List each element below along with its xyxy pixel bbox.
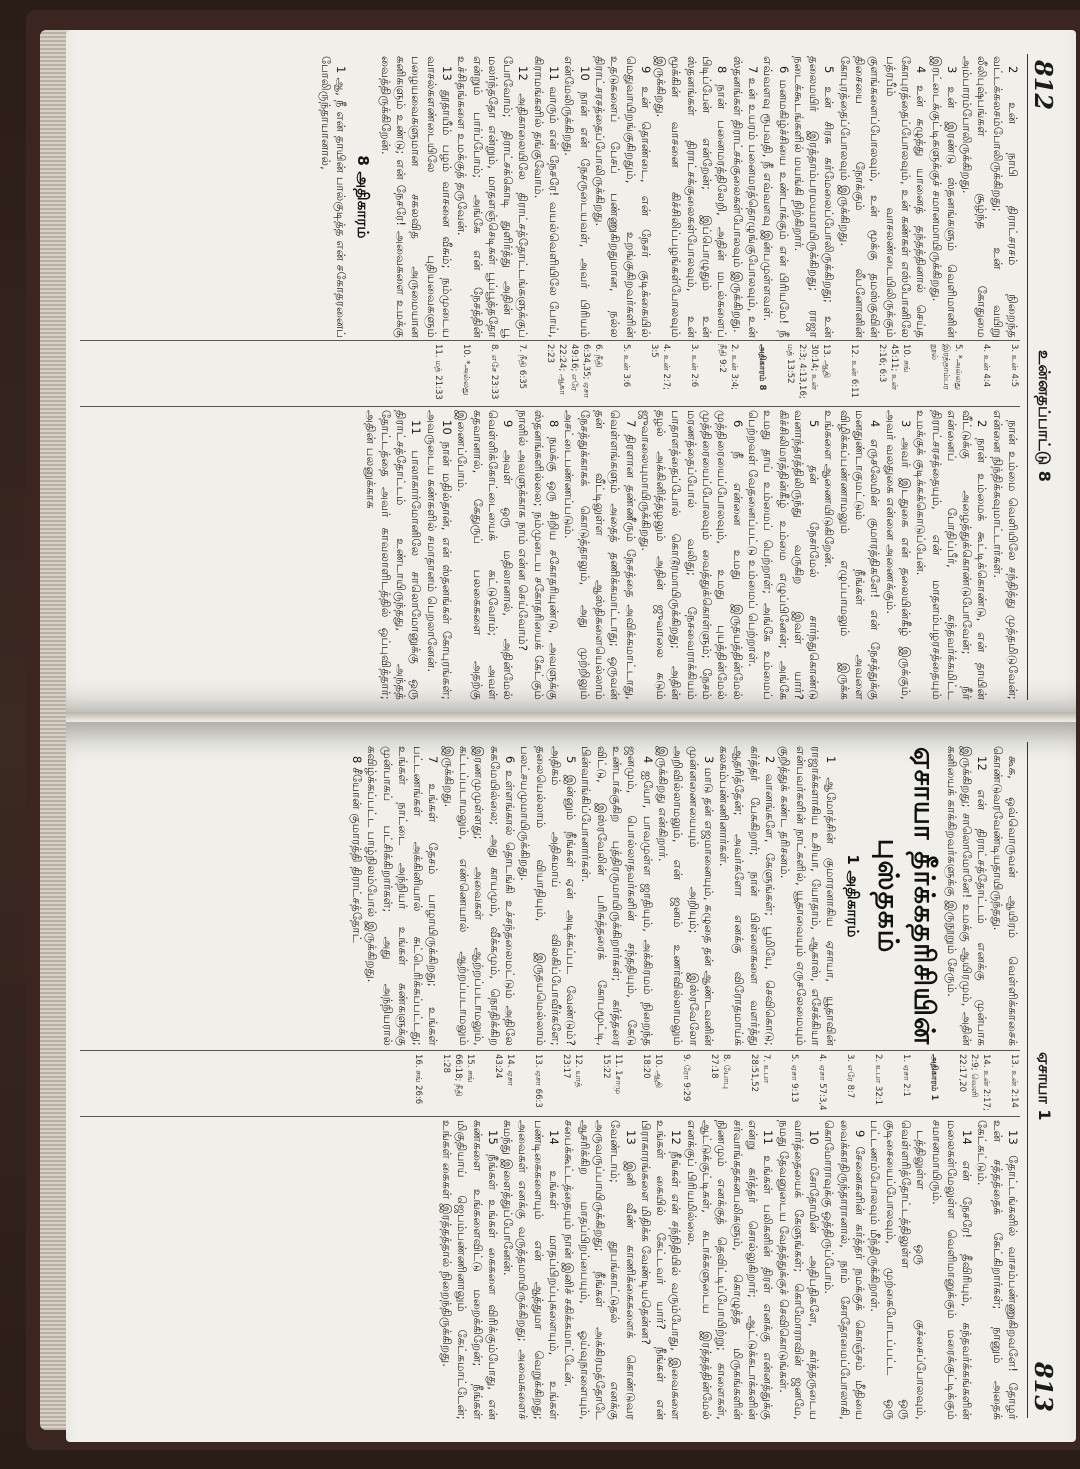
- cross-reference: 10. சங் 45:11; உன் 2:16; 6:3: [877, 344, 911, 391]
- verse: 12 நீங்கள் என் சந்நிதியில் வரும்போது, இவைகளை உங்கள் கையில் கேட்டவர் யார்? நீங்கள் என் பிராகாரங்களை மிதிக்க வேண்டியதென்ன?: [638, 1120, 684, 1420]
- verse: 1 ஆமோத்சின் குமாரனாகிய ஏசாயா, யூதாவின் ராஜாக்களாகிய உசியா, யோதாம், ஆகாஸ், எசேக்கியா என்பவர்களின் நாட்களில், யூதாவையும் எருசலேமையும் குறித்துக் கண்ட தரிசனம்.: [778, 746, 839, 1046]
- cross-reference: 3. உன் 2:6: [689, 344, 699, 388]
- cross-reference: 13. ஏசா 66:3: [533, 1054, 543, 1108]
- cross-reference: 13. உன் 2:14: [1009, 1054, 1019, 1108]
- running-head: ஏசாயா 1: [1035, 1052, 1054, 1121]
- cross-reference: 11. 1சாமு 15:22: [601, 1054, 623, 1095]
- verse: 13 தூதாயீம் பழம் வாசனை வீசும்; நம்முடைய வாசல்களண்டையிலே புதியவைகளும் பழையவைகளுமான சகலவித அருமையான கனிகளும் உண்டு; என் நேசரே! அவைகளை உமக்கு வைத்திருக்கிறேன்.: [378, 56, 455, 338]
- verse: 3 அவர் இடதுகை என் தலையின்கீழ் இருக்கும், அவர் வலதுகை என்னை அணைக்கும்.: [883, 410, 913, 700]
- cross-reference: அதிகாரம் 1: [929, 1054, 939, 1101]
- cross-reference: 3. உன் 4:5: [1009, 344, 1019, 388]
- reference-column: [80, 344, 1020, 402]
- cross-reference: 7. நீதி 6:35: [517, 344, 527, 390]
- verse: 13 தோட்டங்களில் வாசம்பண்ணுகிறவளே! தோழர் உன் சத்தத்தைக் கேட்கிறார்கள்; நானும் அதைக் கேட்கட்டும்.: [975, 1120, 1020, 1420]
- column-rule: [80, 340, 1020, 341]
- verse: 13 இனி வீண் காணிக்கைகளைக் கொண்டுவர வேண்டாம்; தூபங்காட்டுதல் எனக்கு அருவருப்பாயிருக்கிறது; நீங்கள் அக்கிரமத்தோடே ஆசரிக்கிற மாதப்பிறப்பையும், ஓய்வுநாளையும், சபைக்கூட்டத்தையும் நான் இனிச் சகிக்கமாட்டேன்.: [562, 1120, 638, 1420]
- verse: 5 இன்னும் நீங்கள் ஏன் அடிக்கப்பட வேண்டும்? அதிகம் அதிகமாய் விலகிப்போவீர்களே; தலையெல்லாம் வியாதியும், இருதயமெல்லாம் பலட்சயமுமாயிருக்கிறது.: [518, 746, 579, 1046]
- verse: 2 வானங்களே, கேளுங்கள்; பூமியே, செவிகொடு; கர்த்தர் பேசுகிறார்; நான் பிள்ளைகளை வளர்த்து ஆதரித்தேன்; அவர்களோ எனக்கு விரோதமாய்க் கலகம்பண்ணினார்கள்.: [717, 746, 778, 1046]
- page-number: 812: [1029, 60, 1058, 111]
- verse: கூக, ஒவ்வொருவன் ஆயிரம் வெள்ளிக்காசைக் கொண்டுவரவேண்டியதாயிருந்தது.: [990, 746, 1020, 1046]
- verse: 3 உன் இரண்டு ஸ்தனங்களும் வெளிமானின் இரட்டைக்குட்டிகளுக்குச் சமானமாயிருக்கிறது.: [929, 56, 959, 338]
- verse: 12 அதிகாலையிலே திராட்சத்தோட்டங்களுக்குப் போவோம்; திராட்சக்கொடி துளிர்த்து அதின் பூ மலர்ந்ததோ என்றும், மாதளஞ்செடிகள் பூப்பூத்ததோ என்றும் பார்ப்போம்; அங்கே என் நேசத்தின் உச்சிதங்களை உமக்குத் தருவேன்.: [455, 56, 531, 338]
- chapter-heading: 8 அதிகாரம்: [353, 155, 372, 239]
- verse: 7 உங்கள் தேசம் பாழாயிருக்கிறது; உங்கள் பட்டணங்கள் அக்கினியால் சுட்டெரிக்கப்பட்டது; உங்கள் நாட்டை அந்நியர் உங்கள் கண்களுக்கு முன்பாகப் பட்சிக்கிறார்கள்; அது அந்நியரால் கவிழ்க்கப்பட்ட பாழ்நிலம்போல் இருக்கிறது.: [365, 746, 441, 1046]
- cross-reference: 5. *அல்லது இரத்தாம்பர நூல்: [929, 344, 963, 390]
- verse: 8 நான் பனைமரத்திலேறி, அதின் மடல்களைப் பிடிப்பேன் என்றேன்; இப்பொழுதும் உன் ஸ்தனங்கள் திராட்சக்குலைகள்போலவும், உன் மூக்கின் வாசனை கிச்சிலிப்பழங்கள்போலவும் இருக்கிறது.: [654, 56, 730, 338]
- cross-reference: 9. ரோ 9:29: [681, 1054, 691, 1102]
- verse: 6 மனமகிழ்ச்சியை உண்டாக்கும் என் பிரியமே! நீ எவ்வளவு ரூபவதி, நீ எவ்வளவு இன்பமுள்ளவள்.: [761, 56, 791, 338]
- chapter-heading: 1 அதிகாரம்: [843, 854, 862, 938]
- cross-reference: 12. யாத் 23:17: [561, 1054, 583, 1088]
- verse: 9 உன் தொண்டை, என் நேசர் குடிக்கையில் மெதுவாயிறங்குகிறதும், உறங்குகிறவர்களின் உதடுகளைப் பேசப் பண்ணுகிறதுமான, நல்ல திராட்சரசத்தைப்போலிருக்கிறது.: [592, 56, 653, 338]
- reference-column: [80, 1054, 1020, 1112]
- column-rule: [80, 406, 1020, 407]
- verse: 3 மாடு தன் எஜமானையும், கழுதை தன் ஆண்டவனின் முன்னணையையும் அறியும்; இஸ்ரவேலோ அறிவில்லாமலும், என் ஜனம் உணர்வில்லாமலும் இருக்கிறது என்கிறார்.: [655, 746, 716, 1046]
- column-rule: [80, 1050, 1020, 1051]
- verse: 10 நான் என் நேசருடையவள், அவர் பிரியம் என்மேலிருக்கிறது.: [562, 56, 592, 338]
- cross-reference: 4. உன் 4:4: [981, 344, 991, 388]
- cross-reference: 14. உன் 2:17; 2:9; வெளி 22:17,20: [957, 1054, 991, 1111]
- verse: 14 உங்கள் மாதப்பிறப்புகளையும், உங்கள் பண்டிகைகளையும் என் ஆத்துமா வெறுக்கிறது; அவைகள் எனக்கு வருத்தமாயிருக்கிறது; அவைகளைச் சுமந்து இளைத்துப்போனேன்.: [501, 1120, 562, 1420]
- cross-reference: 7. உபா 28:51,52: [749, 1054, 771, 1093]
- cross-reference: 4. உன் 2:7; 3:5: [649, 344, 671, 391]
- cross-reference: 14. ஏசா 43:24: [493, 1054, 515, 1086]
- cross-reference: 15. சங் 66:18; நீதி 1:28: [441, 1054, 475, 1097]
- verse: 2 உன் நாபி திராட்சரசம் நிறைந்த வட்டக்கலசம்போலிருக்கிறது; உன் வயிறு லீலிபுஷ்பங்கள் சூழ்ந்த கோதுமை அம்பாரம்போலிருக்கிறது.: [960, 56, 1020, 338]
- verse: 8 நமக்கு ஒரு சிறிய சகோதரியுண்டு, அவளுக்கு ஸ்தனங்களில்லை; நம்முடைய சகோதரியைக் கேட்கும் நாளில் அவளுக்காக நாம் என்ன செய்வோம்?: [516, 410, 562, 700]
- column-rule: [80, 1116, 1020, 1117]
- verse: 9 அவள் ஒரு மதிலானால், அதின்மேல் வெள்ளிக்கோட்டையைக் கட்டுவோம்; அவள் கதவானால், கேதுருப் பலகைகளை அதற்கு இணைப்போம்.: [455, 410, 516, 700]
- text-column-1: [80, 56, 1020, 338]
- text-column-2: [80, 1120, 1020, 1420]
- cross-reference: 10. *அல்லது: [461, 344, 471, 396]
- cross-reference: 5. உன் 3:6: [621, 344, 631, 388]
- verse: 5 உன் சிரசு கர்மேலைப்போலிருக்கிறது; உன் தலைமயிர் இரத்தாம்பரமயமாயிருக்கிறது; ராஜா நடைக்கூடங்களில் மயங்கி நிற்கிறார்.: [791, 56, 837, 338]
- verse: 14 என் நேசரே! தீவிரியும், கந்தவர்க்கங்களின் மலைகள்மேலுள்ள வெளிமானுக்கும் மரைக்குட்டிக்கும் சமானமாயிரும்.: [929, 1120, 975, 1420]
- verse: 2 நான் உம்மைக் கூட்டிக்கொண்டு, என் தாயின் வீட்டுக்கு அழைத்துக்கொண்டுபோவேன்; நீர் என்னைப் போதிப்பீர், கந்தவர்க்கமிட்ட திராட்சரசத்தையும், என் மாதளம்பழரசத்தையும் உமக்குக் குடிக்கக்கொடுப்பேன்.: [914, 410, 990, 700]
- text-column-1: [80, 746, 1020, 1046]
- right-page: [66, 722, 1076, 1442]
- cross-reference: 1. ஏசா 2:1: [901, 1054, 911, 1097]
- verse: 7 உன் உயரம் பனைமரத்தொழுங்குபோலவும், உன் ஸ்தனங்கள் திராட்சக்குலைகள்போலவும் இருக்கிறது.: [730, 56, 760, 338]
- text-column-2: [80, 410, 1020, 700]
- header-rule: [1027, 742, 1028, 1418]
- verse: 4 உன் கழுத்து யானைத் தந்தத்தினால் செய்த கோபுரத்தைப்போலவும், உன் கண்கள் எஸ்போனிலே பத்ரபீம் வாசலண்டையிலிருக்கும் குளங்களைப்போலவும், உன் மூக்கு தமஸ்குவின் திசையை நோக்கும் லீபனோனின் கோபுரத்தைப்போலவும் இருக்கிறது.: [837, 56, 929, 338]
- verse: 11 வாரும் என் நேசரே! வயல்வெளியிலே போய், கிராமங்களில் தங்குவோம்.: [531, 56, 562, 338]
- verse: 7 திரளான தண்ணீரும் நேசத்தை அவிக்கமாட்டாது, வெள்ளங்களும் அதைத் தணிக்கமாட்டாது; ஒருவன் தன் வீட்டிலுள்ள ஆஸ்திகளையெல்லாம் நேசத்துக்காகக் கொடுத்தாலும், அது முற்றிலும் அசட்டைபண்ணப்படும்.: [562, 410, 638, 700]
- cross-reference: 6. நீதி 6:34,35; ஏசா 49:16; எரே 22:24; ஆகா 2:23: [545, 344, 603, 398]
- cross-reference: 2. உபா 32:1: [873, 1054, 883, 1106]
- running-head: உன்னதப்பாட்டு 8: [1035, 350, 1054, 482]
- verse: டத்திலுள்ள ஒரு குச்சைப்போலவும், வெள்ளரித்தோட்டத்திலுள்ள ஒரு குடிசையைப்போலவும், முற்கைபோடப்பட்ட ஒரு பட்டணம்போலவும் மீந்திருக்கிறாள்.: [868, 1120, 929, 1420]
- left-page: [66, 30, 1076, 720]
- verse: 12 என் திராட்சத்தோட்டம் எனக்கு முன்பாக இருக்கிறது; சாலொமோனே! உமக்கு ஆயிரமும், அதின் கனியைக் காக்கிறவர்களுக்கு இருநூறும் சேரும்.: [944, 746, 990, 1046]
- cross-reference: 10. ஆதி 18:20: [641, 1054, 663, 1088]
- verse: 8 சீயோன் குமாரத்தி திராட்சத்தோட்: [350, 756, 365, 944]
- cross-reference: 2. உன் 3:4; நீதி 9:2: [717, 344, 739, 391]
- cross-reference: 11. மத் 21:33: [433, 344, 443, 400]
- cross-reference: 4. ஏசா 57:3,4: [817, 1054, 827, 1111]
- cross-reference: அதிகாரம் 8: [757, 344, 767, 391]
- cross-reference: 5. ஏசா 9:13: [789, 1054, 799, 1103]
- verse: 15 நீங்கள் உங்கள் கைகளை விரிக்கும்போது, என் கண்களை உங்களைவிட்டு மறைக்கிறேன்; நீங்கள் மிகுதியாய் ஜெபம்பண்ணினாலும் கேட்கமாட்டேன்; உங்கள் கைகள் இரத்தத்தால் நிறைந்திருக்கிறது.: [440, 1120, 500, 1420]
- book-title: ஏசாயா தீர்க்கதரிசியின் புஸ்தகம்: [871, 746, 941, 1046]
- verse: 6 நீ என்னை உமது இருதயத்தின்மேல் முத்திரையைப்போலவும், உமது புயத்தின்மேல் முத்திரையைப்போலவும் வைத்துக்கொள்ளும்; நேசம் மரணத்தைப்போல் வலிது; நேசவைராக்கியம் பாதாளத்தைப்போல் கொடூரமாயிருக்கிறது; அதின் தழல் அக்கினித்தழலும் அதின் ஜுவாலை கடும் ஜுவாலையுமாயிருக்கிறது.: [638, 410, 745, 700]
- verse: 1 ஆ, நீ என் தாயின் பால்குடித்த என் சகோதரனைப் போலிருந்தாயானால்,: [318, 56, 349, 338]
- verse: 11 பாலாகார்மோனிலே சாலொமோனுக்கு ஒரு திராட்சத்தோட்டம் உண்டாயிருந்தது, அந்தத் தோட்டத்தை அவர் காவலாளிடத்தில் ஒப்புவித்தார்; அதின் பலனுக்காக: [363, 410, 424, 700]
- cross-reference: 12. உன் 6:11: [849, 344, 859, 398]
- cross-reference: 8. யோபு 27:18: [709, 1054, 731, 1089]
- verse: 10 நான் மதில்தான், என் ஸ்தனங்கள் கோபுரங்கள்; அவருடைய கண்களில் சமாதானம் பெறலானேன்.: [424, 410, 455, 700]
- verse: 10 சோதோமின் அதிபதிகளே, கர்த்தருடைய வார்த்தையைக் கேளுங்கள்; கொமோராவின் ஜனமே, நமது தேவனுடைய வேதத்துக்குச் செவிகொடுங்கள்.: [776, 1120, 822, 1420]
- verse: 5 தன் நேசர்மேல் சார்ந்துகொண்டு வனாந்தரத்திலிருந்து வருகிற இவள் யார்? கிச்சிலிமரத்தின்கீழ் உம்மை எழுப்பினேன்; அங்கே உமது தாய் உம்மைப் பெற்றாள்; அங்கே உம்மைப் பெற்றவள் வேதனைப்பட்டு உம்மைப் பெற்றாள்.: [745, 410, 822, 700]
- cross-reference: 13. ஆதி 30:14; உன் 2:3; 4:13,16; மத் 13:52: [785, 344, 831, 399]
- cross-reference: 16. சங் 26:6: [413, 1054, 423, 1105]
- header-rule: [1027, 54, 1028, 700]
- verse: 6 உள்ளங்கால் தொடங்கி உச்சந்தலைமட்டும் அதிலே சுகமேயில்லை; அது காயமும், வீக்கமும், நொதிக்கிற இரணமுமுள்ளது; அவைகள் ஆற்றப்படாமலும், கட்டப்படாமலும், எண்ணெயால் ஆற்றப்படாமலும் இருக்கிறது.: [441, 746, 517, 1046]
- verse: நான் உம்மை வெளியிலே சந்தித்து முத்தமிடுவேன்; என்னை நிந்திக்கவுமாட்டார்கள்.: [990, 410, 1020, 700]
- verse: 4 ஐயோ, பாவமுள்ள ஜாதியும், அக்கிரமம் நிறைந்த ஜனமும், பொல்லாதவர்களின் சந்ததியும், கேடு உண்டாக்குகிற புத்திரருமாயிருக்கிறார்கள்; கர்த்தரை விட்டு, இஸ்ரவேலின் பரிசுத்தரைக் கோபமூட்டி, பின்வாங்கிப்போனார்கள்.: [579, 746, 655, 1046]
- verse: 11 உங்கள் பலிகளின் திரள் எனக்கு என்னத்துக்கு என்று கர்த்தர் சொல்லுகிறார்; ஆட்டுக்கடாக்களின் சர்வாங்கதகனபலிகளும், கொழுத்த மிருகங்களின் நிணமும் எனக்குத் தெவிட்டிப்போயிற்று; காளைகள், ஆட்டுக்குட்டிகள், கடாக்களுடைய இரத்தத்தின்மேல் எனக்குப் பிரியமில்லை.: [684, 1120, 776, 1420]
- verse: 9 சேனைகளின் கர்த்தர் நமக்குக் கொஞ்சம் மீதியை வைக்காதிருந்தாரானால், நாம் சோதோமைப்போலாகி, கொமோராவுக்கு ஒத்திருப்போம்.: [822, 1120, 868, 1420]
- cross-reference: 8. எசே 23:33: [489, 344, 499, 400]
- cross-reference: 3. எரே 8:7: [845, 1054, 855, 1099]
- verse: 4 எருசலேமின் குமாரத்திகளே! என் நேசத்துக்கு மனதுண்டாகுமட்டும் நீங்கள் அவளை விழிக்கப்பண்ணாமலும் எழுப்பாமலும் இருக்க உங்களை ஆணையிடுகிறேன்.: [822, 410, 883, 700]
- page-number: 813: [1029, 1361, 1058, 1412]
